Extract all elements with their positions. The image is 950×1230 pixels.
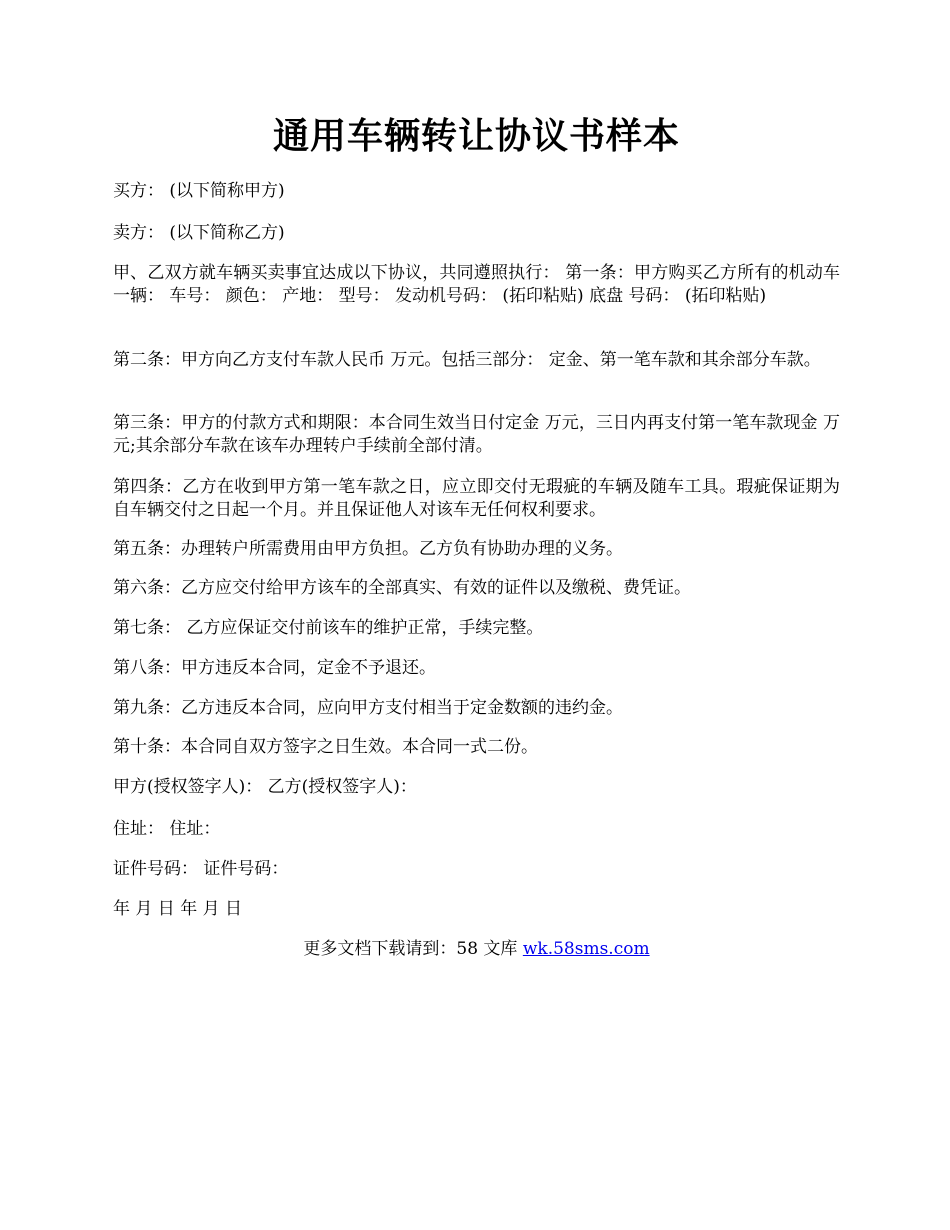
clause-5: 第五条：办理转户所需费用由甲方负担。乙方负有协助办理的义务。: [113, 539, 623, 559]
clause-2: 第二条：甲方向乙方支付车款人民币 万元。包括三部分： 定金、第一笔车款和其余部分车款。: [113, 350, 821, 370]
clause-4: 第四条：乙方在收到甲方第一笔车款之日，应立即交付无瑕疵的车辆及随车工具。瑕疵保证期为自车辆交付之日起一个月。并且保证他人对该车无任何权利要求。: [113, 477, 840, 520]
clause-1: 甲、乙双方就车辆买卖事宜达成以下协议，共同遵照执行： 第一条：甲方购买乙方所有的机动车一辆： 车号： 颜色： 产地： 型号： 发动机号码： (拓印粘贴) 底盘 号码： (拓印粘贴): [113, 263, 840, 306]
clause-8: 第八条：甲方违反本合同，定金不予退还。: [113, 658, 436, 678]
footer: [113, 937, 840, 961]
seller-line: 卖方： (以下简称乙方): [113, 223, 285, 243]
buyer-line: 买方： (以下简称甲方): [113, 181, 285, 201]
date-line: 年 月 日 年 月 日: [113, 899, 243, 919]
document-title: 通用车辆转让协议书样本: [272, 115, 680, 157]
clause-7: 第七条： 乙方应保证交付前该车的维护正常，手续完整。: [113, 618, 544, 638]
id-number-line: 证件号码： 证件号码：: [113, 859, 289, 879]
footer-text: 更多文档下载请到：58 文库: [303, 939, 523, 959]
address-line: 住址： 住址：: [113, 819, 221, 839]
clause-3: 第三条：甲方的付款方式和期限：本合同生效当日付定金 万元，三日内再支付第一笔车款现金 万元;其余部分车款在该车办理转户手续前全部付清。: [113, 413, 840, 456]
clause-9: 第九条：乙方违反本合同，应向甲方支付相当于定金数额的违约金。: [113, 698, 623, 718]
footer-link[interactable]: wk.58sms.com: [522, 939, 650, 959]
clause-6: 第六条：乙方应交付给甲方该车的全部真实、有效的证件以及缴税、费凭证。: [113, 578, 691, 598]
signatory-line: 甲方(授权签字人)： 乙方(授权签字人)：: [113, 777, 417, 797]
clause-10: 第十条：本合同自双方签字之日生效。本合同一式二份。: [113, 737, 538, 757]
